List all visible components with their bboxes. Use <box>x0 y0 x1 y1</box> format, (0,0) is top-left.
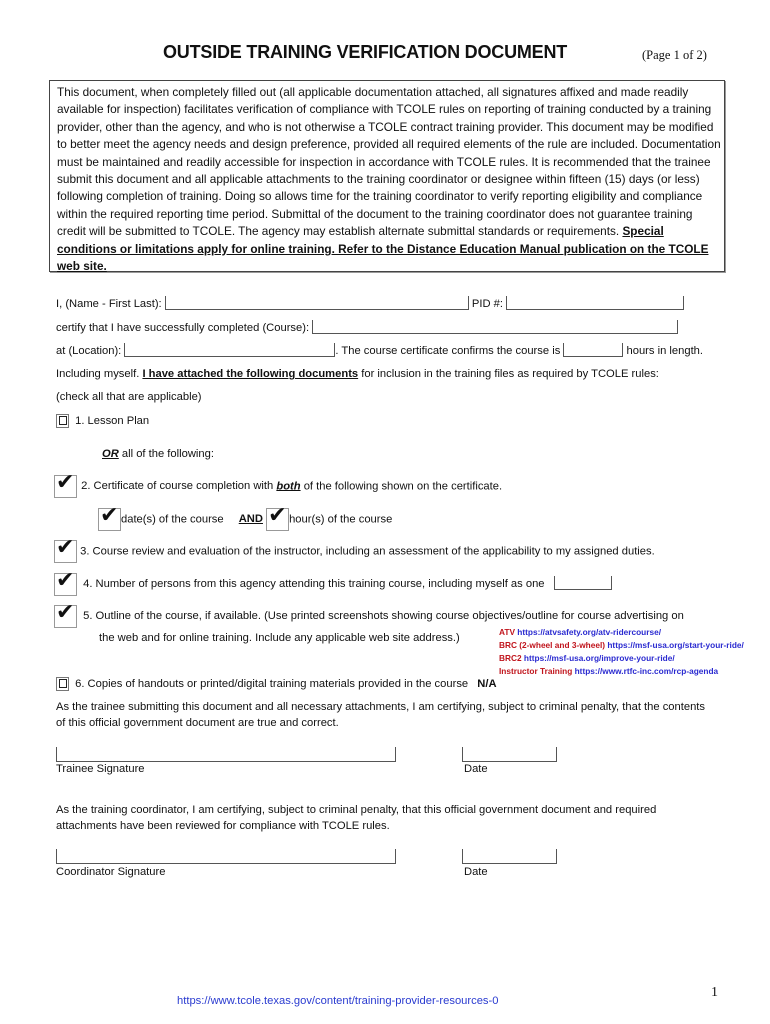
course-row <box>56 320 678 334</box>
location-row <box>56 343 703 357</box>
coordinator-statement: As the training coordinator, I am certifying, subject to criminal penalty, that this official government document and required attachments have been reviewed for compliance with TCOLE rules. <box>56 804 657 832</box>
link-brc2[interactable]: BRC2 https://msf-usa.org/improve-your-ride/ <box>499 653 675 663</box>
handouts-text: 6. Copies of handouts or printed/digital training materials provided in the course <box>75 677 469 690</box>
item-handouts <box>56 677 497 691</box>
item-certificate <box>54 470 503 498</box>
course-links <box>499 626 744 678</box>
check-mark-icon: ✔ <box>56 535 75 560</box>
trainee-statement: As the trainee submitting this document and all necessary attachments, I am certifying, subject to criminal penalty, that the contents of this official government document are true and correct. <box>56 701 705 729</box>
name-field[interactable] <box>165 296 469 310</box>
intro-text: This document, when completely filled out (all applicable documentation attached, all signatures affixed and made readily available for inspection) facilitates verification of compliance with TCOLE rules on reporting of training conducted by a training provider, other than the agency, and who is not otherwise a TCOLE contract training provider. This document may be modified to better meet the agency needs and design preference, provided all required elements of the rule are included. Documentation must be maintained and readily accessible for inspection in accordance with TCOLE rules. It is recommended that the trainee submit this document and all applicable attachments to the training coordinator or designee within fifteen (15) days (or less) following completion of training. Doing so allows time for the training coordinator to verify reporting eligibility and compliance within the required reporting time period. Submittal of the document to the training coordinator does not guarantee training credit will be submitted to TCOLE. The agency may establish alternate submittal standards or requirements. <box>57 85 721 239</box>
and-word: AND <box>238 513 263 526</box>
na-label: N/A <box>477 677 497 690</box>
footer-url-link[interactable]: https://www.tcole.texas.gov/content/training-provider-resources-0 <box>177 995 499 1007</box>
certificate-text-a: 2. Certificate of course completion with <box>81 480 274 493</box>
course-field[interactable] <box>312 320 678 334</box>
lesson-plan-checkbox[interactable] <box>56 414 69 428</box>
item-outline <box>54 600 684 628</box>
pid-label: PID #: <box>471 298 503 310</box>
review-checkbox[interactable] <box>54 535 77 563</box>
certificate-text-b: of the following shown on the certificate. <box>303 480 503 493</box>
link-instructor-training[interactable]: Instructor Training https://www.rtfc-inc.com/rcp-agenda <box>499 666 719 676</box>
outline-line2: the web and for online training. Include any applicable web site address.) <box>99 632 460 644</box>
link-brc[interactable]: BRC (2-wheel and 3-wheel) https://msf-usa.org/start-your-ride/ <box>499 640 744 650</box>
including-row <box>56 368 659 380</box>
including-text: Including myself. <box>56 368 140 380</box>
location-label: at (Location): <box>56 345 122 357</box>
lesson-plan-label: 1. Lesson Plan <box>75 414 150 427</box>
hours-field[interactable] <box>563 343 623 357</box>
intro-box <box>49 80 725 272</box>
coordinator-signature-field[interactable] <box>56 849 396 864</box>
check-mark-icon: ✔ <box>56 568 75 593</box>
check-mark-icon: ✔ <box>56 470 75 495</box>
persons-count-field[interactable] <box>554 576 612 590</box>
outline-line1: 5. Outline of the course, if available. (Use printed screenshots showing course objectives/outline for course advertising on <box>83 610 684 623</box>
name-row <box>56 296 684 310</box>
location-field[interactable] <box>124 343 335 357</box>
or-word: OR <box>102 448 119 460</box>
check-mark-icon: ✔ <box>100 503 119 528</box>
pid-field[interactable] <box>506 296 684 310</box>
dates-checkbox[interactable] <box>98 503 121 531</box>
page-number: 1 <box>711 985 718 1000</box>
hours-checkbox[interactable] <box>266 503 289 531</box>
certificate-subitems <box>98 503 393 531</box>
check-mark-icon: ✔ <box>56 600 75 625</box>
or-row <box>102 448 214 460</box>
trainee-signature-label: Trainee Signature <box>56 763 145 775</box>
certificate-both: both <box>276 480 301 493</box>
certificate-checkbox[interactable] <box>54 470 77 498</box>
coordinator-signature-label: Coordinator Signature <box>56 866 166 878</box>
hours-text: hours in length. <box>626 345 704 357</box>
inclusion-text: for inclusion in the training files as required by TCOLE rules: <box>361 368 659 380</box>
intro-emphasis: Special conditions or limitations apply for online training. Refer to the Distance Education Manual publication on the TCOLE web site. <box>57 224 709 274</box>
check-all-note: (check all that are applicable) <box>56 391 202 403</box>
persons-checkbox[interactable] <box>54 568 77 596</box>
name-label: I, (Name - First Last): <box>56 298 162 310</box>
item-lesson-plan <box>56 414 149 428</box>
item-review <box>54 535 655 563</box>
page-title: OUTSIDE TRAINING VERIFICATION DOCUMENT <box>163 42 568 62</box>
course-label: certify that I have successfully completed (Course): <box>56 322 310 334</box>
attached-text: I have attached the following documents <box>142 368 359 380</box>
trainee-date-field[interactable] <box>462 747 557 762</box>
handouts-checkbox[interactable] <box>56 677 69 691</box>
outline-checkbox[interactable] <box>54 600 77 628</box>
link-atv[interactable]: ATV https://atvsafety.org/atv-ridercourse/ <box>499 627 661 637</box>
coordinator-date-label: Date <box>464 866 488 878</box>
persons-text: 4. Number of persons from this agency attending this training course, including myself as one <box>83 578 545 591</box>
trainee-signature-field[interactable] <box>56 747 396 762</box>
coordinator-date-field[interactable] <box>462 849 557 864</box>
check-mark-icon: ✔ <box>268 503 287 528</box>
trainee-date-label: Date <box>464 763 488 775</box>
item-persons <box>54 568 612 596</box>
review-text: 3. Course review and evaluation of the instructor, including an assessment of the applicability to my assigned duties. <box>80 545 655 558</box>
dates-label: date(s) of the course <box>121 513 224 526</box>
confirm-text: . The course certificate confirms the course is <box>335 345 561 357</box>
page-indicator: (Page 1 of 2) <box>642 48 707 62</box>
hours-label: hour(s) of the course <box>289 513 393 526</box>
or-rest: all of the following: <box>121 448 214 460</box>
